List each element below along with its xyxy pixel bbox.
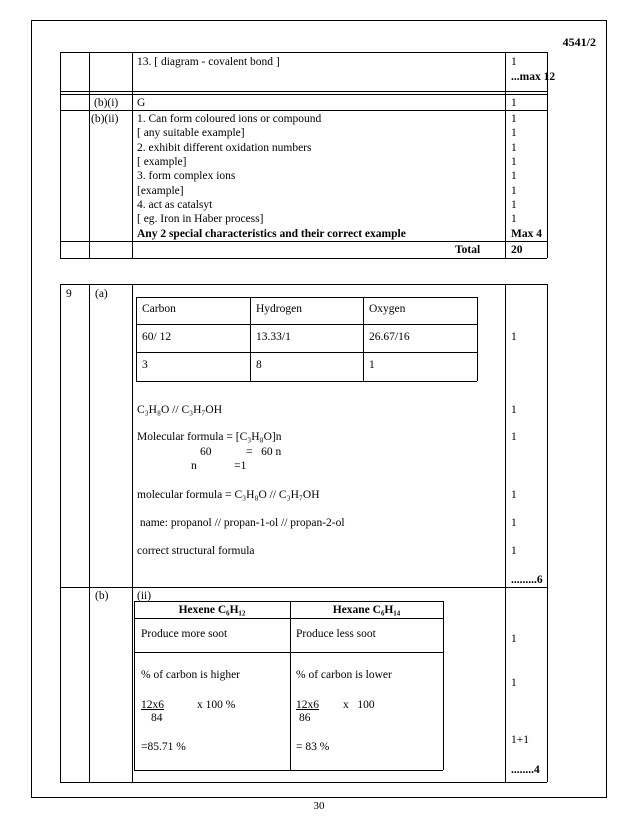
calc-denominator: 84	[151, 712, 163, 724]
row-mark: 1	[511, 142, 517, 154]
row-mark: 1	[511, 633, 517, 645]
table-line	[60, 94, 547, 95]
question-number: 9	[66, 288, 72, 300]
calc-multiplier: x 100 %	[197, 699, 236, 711]
table-line	[547, 284, 548, 782]
answer-summary: Any 2 special characteristics and their correct example	[137, 228, 406, 240]
calc-denominator: 86	[299, 712, 311, 724]
answer-line: C₃H₈O // C₃H₇OH	[137, 404, 223, 416]
table-line	[132, 52, 133, 258]
answer-line: 3. form complex ions	[137, 170, 236, 182]
row-mark: 1	[511, 545, 517, 557]
answer-line: Molecular formula = [C₃H₈O]n	[137, 431, 282, 443]
row-mark: 1	[511, 331, 517, 343]
table-line	[60, 284, 547, 285]
row-mark: 1	[511, 127, 517, 139]
table-line	[134, 770, 443, 771]
table-line	[134, 601, 135, 770]
table-line	[443, 601, 444, 770]
row-mark: 1	[511, 156, 517, 168]
row-mark: 1	[511, 113, 517, 125]
answer-line: correct structural formula	[137, 545, 255, 557]
cell: =85.71 %	[141, 741, 186, 753]
part-total: .........6	[511, 574, 543, 586]
answer-line: [ any suitable example]	[137, 127, 245, 139]
row-mark: 1+1	[511, 734, 529, 746]
total-label: Total	[455, 244, 481, 256]
answer-line: 4. act as catalsyt	[137, 199, 213, 211]
cell: 13.33/1	[256, 331, 291, 343]
table-line	[134, 652, 443, 653]
table-line	[136, 297, 137, 381]
row-mark: 1	[511, 199, 517, 211]
answer-line: name: propanol // propan-1-ol // propan-2-ol	[137, 517, 345, 529]
table-line	[136, 352, 477, 353]
row-mark: 1	[511, 431, 517, 443]
answer-line: 1. Can form coloured ions or compound	[137, 113, 322, 125]
table-line	[60, 91, 547, 92]
row-mark: 1	[511, 185, 517, 197]
answer-line: 2. exhibit different oxidation numbers	[137, 142, 312, 154]
row-mark: 1	[511, 489, 517, 501]
page-number: 30	[313, 800, 325, 812]
answer-line: molecular formula = C₃H₈O // C₃H₇OH	[137, 489, 320, 501]
row-text: G	[137, 97, 146, 109]
table-line	[250, 297, 251, 381]
cell: 8	[256, 359, 262, 371]
answer-line: [ eg. Iron in Haber process]	[137, 213, 264, 225]
cell-header: Oxygen	[369, 303, 406, 315]
calc-multiplier: x 100	[343, 699, 375, 711]
table-line	[89, 52, 90, 258]
cell: 60/ 12	[142, 331, 172, 343]
table-line	[136, 297, 477, 298]
part-label: (b)(i)	[94, 97, 119, 109]
table-line	[60, 52, 61, 258]
answer-line: [example]	[137, 185, 184, 197]
table-line	[505, 284, 506, 782]
part-total: ........4	[511, 764, 540, 776]
total-value: 20	[511, 244, 523, 256]
calc-numerator: 12x6	[296, 699, 319, 711]
table-line	[60, 782, 547, 783]
cell-header: Hexane C₆H₁₄	[332, 604, 401, 616]
cell-header: Hydrogen	[256, 303, 302, 315]
answer-line: n =1	[191, 460, 247, 472]
calc-numerator: 12x6	[141, 699, 164, 711]
row-mark: 1	[511, 97, 517, 109]
row-mark: 1	[511, 170, 517, 182]
table-line	[89, 284, 90, 782]
row-text: 13. [ diagram - covalent bond ]	[137, 56, 280, 68]
part-label: (b)	[95, 590, 109, 602]
cell: 26.67/16	[369, 331, 410, 343]
cell-header: Carbon	[142, 303, 176, 315]
row-mark: 1	[511, 56, 517, 68]
table-line	[363, 297, 364, 381]
cell: % of carbon is lower	[296, 669, 392, 681]
table-line	[136, 324, 477, 325]
part-label: (a)	[95, 288, 108, 300]
table-line	[60, 284, 61, 782]
row-mark: Max 4	[511, 228, 542, 240]
answer-line: 60 = 60 n	[200, 446, 282, 458]
table-line	[136, 381, 477, 382]
cell: = 83 %	[296, 741, 330, 753]
cell: 3	[142, 359, 148, 371]
cell: Produce more soot	[141, 628, 228, 640]
cell: Produce less soot	[296, 628, 376, 640]
row-mark: ...max 12	[511, 71, 556, 83]
cell-header: Hexene C₆H₁₂	[178, 604, 246, 616]
table-line	[477, 297, 478, 381]
row-mark: 1	[511, 517, 517, 529]
table-line	[134, 601, 443, 602]
table-line	[60, 587, 547, 588]
answer-line: [ example]	[137, 156, 187, 168]
table-line	[505, 52, 506, 258]
paper-code: 4541/2	[562, 35, 596, 49]
table-line	[290, 601, 291, 770]
row-mark: 1	[511, 404, 517, 416]
cell: % of carbon is higher	[141, 669, 240, 681]
cell: 1	[369, 359, 375, 371]
table-line	[60, 258, 547, 259]
table-line	[60, 241, 547, 242]
table-line	[60, 110, 547, 111]
part-label: (b)(ii)	[91, 113, 119, 125]
row-mark: 1	[511, 213, 517, 225]
row-mark: 1	[511, 677, 517, 689]
table-line	[134, 618, 443, 619]
table-line	[132, 284, 133, 782]
table-line	[60, 52, 547, 53]
part-sub-label: (ii)	[137, 590, 152, 602]
